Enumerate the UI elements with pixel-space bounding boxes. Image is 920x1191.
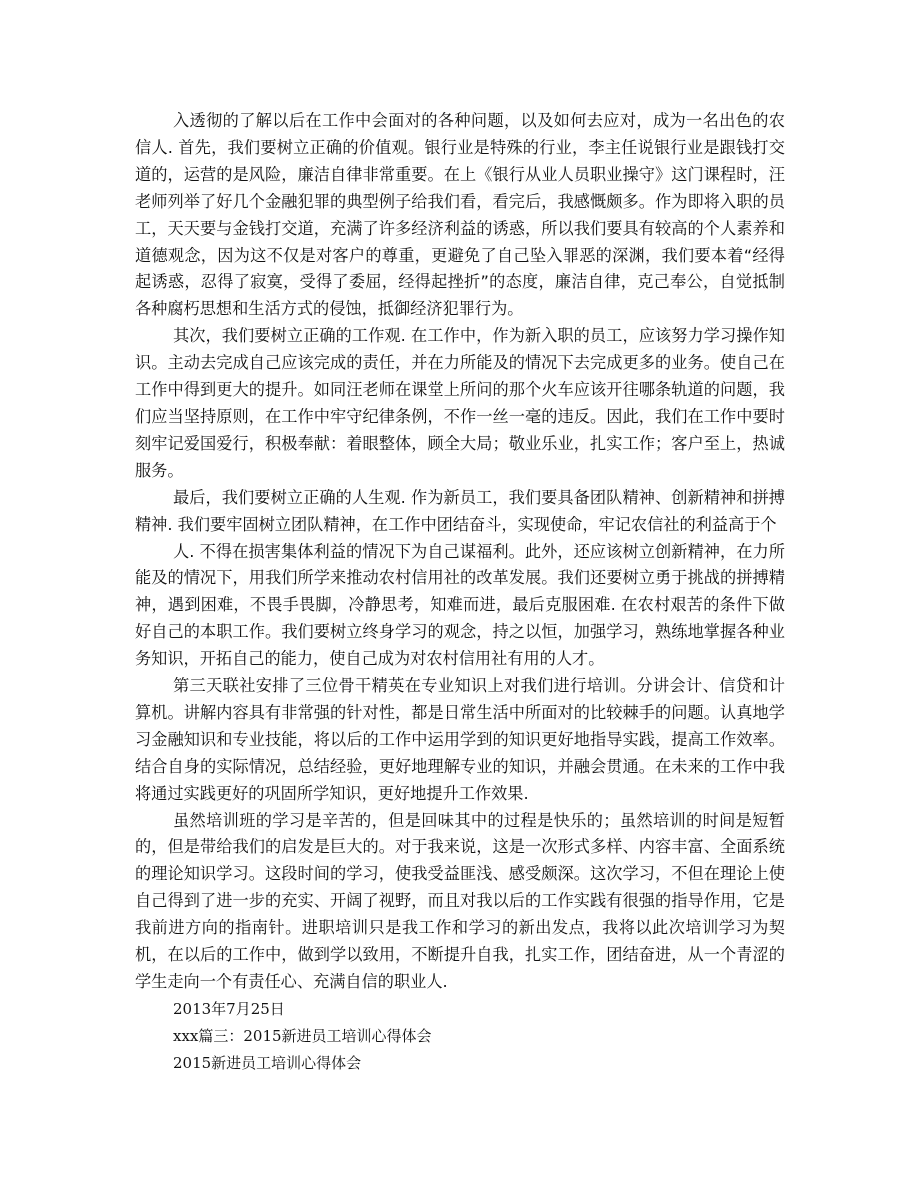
paragraph-work-view: 其次，我们要树立正确的工作观. 在工作中，作为新入职的员工，应该努力学习操作知识。主动去完成自己应该完成的责任，并在力所能及的情况下去完成更多的业务。使自己在工作中得到更大的提升。如同汪老师在课堂上所问的那个火车应该开往哪条轨道的问题，我们应当坚持原则，在工作中牢守纪律条例，不作一丝一毫的违反。因此，我们在工作中要时刻牢记爱国爱行，积极奉献：着眼整体，顾全大局；敬业乐业，扎实工作；客户至上，热诚服务。 bbox=[135, 326, 785, 480]
section-title: 2015新进员工培训心得体会 bbox=[173, 1053, 362, 1072]
paragraph-life-view-continued: 人. 不得在损害集体利益的情况下为自己谋福利。此外，还应该树立创新精神，在力所能及的情况下，用我们所学来推动农村信用社的改革发展。我们还要树立勇于挑战的拼搏精神，遇到困难，不畏手畏脚，冷静思考，知难而进，最后克服困难. 在农村艰苦的条件下做好自己的本职工作。我们要树立终身学习的观念，持之以恒，加强学习，熟练地掌握各种业务知识，开拓自己的能力，使自己成为对农村信用社有用的人才。 bbox=[135, 541, 785, 669]
document-body bbox=[135, 108, 785, 1077]
paragraph-third-day-training: 第三天联社安排了三位骨干精英在专业知识上对我们进行培训。分讲会计、信贷和计算机。讲解内容具有非常强的针对性，都是日常生活中所面对的比较棘手的问题。认真地学习金融知识和专业技能，将以后的工作中运用学到的知识更好地指导实践，提高工作效率。结合自身的实际情况，总结经验，更好地理解专业的知识，并融会贯通。在未来的工作中我将通过实践更好的巩固所学知识，更好地提升工作效果. bbox=[135, 676, 785, 803]
document-date: 2013年7月25日 bbox=[173, 999, 285, 1018]
paragraph-values: 入透彻的了解以后在工作中会面对的各种问题，以及如何去应对，成为一名出色的农信人. 首先，我们要树立正确的价值观。银行业是特殊的行业，李主任说银行业是跟钱打交道的，运营的是风险，廉洁自律非常重要。在上《银行从业人员职业操守》这门课程时，汪老师列举了好几个金融犯罪的典型例子给我们看，看完后，我感慨颇多。作为即将入职的员工，天天要与金钱打交道，充满了许多经济利益的诱惑，所以我们要具有较高的个人素养和道德观念，因为这不仅是对客户的尊重，更避免了自己坠入罪恶的深渊，我们要本着“经得起诱惑，忍得了寂寞，受得了委屈，经得起挫折”的态度，廉洁自律，克己奉公，自觉抵制各种腐朽思想和生活方式的侵蚀，抵御经济犯罪行为。 bbox=[135, 111, 785, 319]
paragraph-conclusion: 虽然培训班的学习是辛苦的，但是回味其中的过程是快乐的；虽然培训的时间是短暂的，但是带给我们的启发是巨大的。对于我来说，这是一次形式多样、内容丰富、全面系统的理论知识学习。这段时间的学习，使我受益匪浅、感受颇深。这次学习，不但在理论上使自己得到了进一步的充实、开阔了视野，而且对我以后的工作实践有很强的指导作用，它是我前进方向的指南针。进职培训只是我工作和学习的新出发点，我将以此次培训学习为契机，在以后的工作中，做到学以致用，不断提升自我，扎实工作，团结奋进，从一个青涩的学生走向一个有责任心、充满自信的职业人. bbox=[135, 810, 785, 991]
section-heading: xxx篇三：2015新进员工培训心得体会 bbox=[173, 1026, 432, 1045]
paragraph-life-view: 最后，我们要树立正确的人生观. 作为新员工，我们要具备团队精神、创新精神和拼搏精神. 我们要牢固树立团队精神，在工作中团结奋斗，实现使命，牢记农信社的利益高于个 bbox=[135, 487, 785, 534]
